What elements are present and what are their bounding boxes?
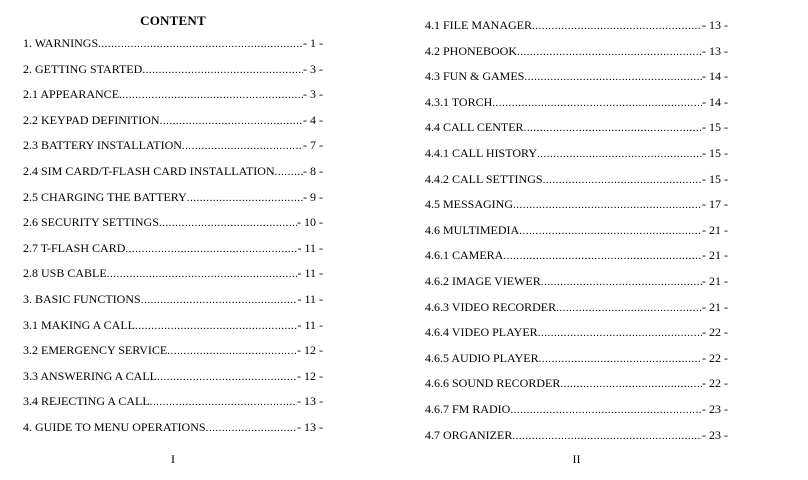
toc-leader-dots [98,35,303,53]
toc-entry-label: 2.6 SECURITY SETTINGS [23,215,159,230]
toc-leader-dots [157,368,297,386]
toc-entry-page: - 8 - [303,163,323,178]
toc-entry[interactable] [425,195,728,221]
toc-leader-dots [543,171,702,189]
toc-entry[interactable] [425,298,728,324]
toc-entry-label: 4.1 FILE MANAGER [425,18,532,32]
toc-entry[interactable] [425,144,728,170]
toc-entry-label: 2.7 T-FLASH CARD [23,240,126,255]
toc-entry-label: 2.1 APPEARANCE [23,87,120,102]
toc-entry[interactable] [23,264,323,290]
toc-entry-page: - 22 - [702,350,728,365]
toc-entry-page: - 17 - [702,197,728,212]
toc-list-left [23,34,323,444]
toc-entry-page: - 13 - [297,419,323,434]
toc-entry-page: - 11 - [297,240,323,255]
toc-entry-page: - 13 - [702,18,728,32]
toc-leader-dots [125,240,297,258]
toc-entry-page: - 15 - [702,145,728,160]
toc-leader-dots [556,299,702,317]
toc-entry-label: 4.3 FUN & GAMES [425,69,525,84]
toc-leader-dots [524,119,702,137]
toc-leader-dots [512,427,702,445]
page-number-right: II [572,452,581,466]
toc-entry-page: - 11 - [297,266,323,281]
toc-entry[interactable] [425,272,728,298]
toc-title: CONTENT [140,13,206,28]
toc-entry[interactable] [23,239,323,265]
toc-leader-dots [524,68,702,86]
toc-leader-dots [519,222,702,240]
toc-entry-page: - 14 - [702,94,728,109]
toc-entry-label: 4.5 MESSAGING [425,197,514,212]
toc-entry-page: - 21 - [702,248,728,263]
toc-entry-label: 4.6.5 AUDIO PLAYER [425,350,539,365]
toc-entry-label: 4.6 MULTIMEDIA [425,222,520,237]
toc-leader-dots [167,342,297,360]
toc-entry-page: - 9 - [303,189,323,204]
toc-entry-page: - 3 - [303,61,323,76]
toc-entry-label: 2.4 SIM CARD/T-FLASH CARD INSTALLATION [23,163,275,178]
toc-entry-label: 4.2 PHONEBOOK [425,43,518,58]
toc-entry[interactable] [425,323,728,349]
toc-page-right [425,0,728,480]
toc-entry-label: 4.4.2 CALL SETTINGS [425,171,543,186]
toc-entry-label: 2.3 BATTERY INSTALLATION [23,138,182,153]
toc-entry[interactable] [23,85,323,111]
toc-entry[interactable] [425,400,728,426]
toc-leader-dots [510,401,702,419]
toc-leader-dots [503,247,702,265]
toc-entry-label: 3.3 ANSWERING A CALL [23,368,158,383]
toc-entry-label: 3.2 EMERGENCY SERVICE [23,343,168,358]
toc-entry-label: 3. BASIC FUNCTIONS [23,291,141,306]
toc-entry-page: - 21 - [702,222,728,237]
toc-leader-dots [560,375,702,393]
toc-entry-label: 4.6.7 FM RADIO [425,401,511,416]
toc-entry[interactable] [425,426,728,452]
toc-entry-page: - 4 - [303,112,323,127]
toc-entry-label: 4. GUIDE TO MENU OPERATIONS [23,419,206,434]
toc-entry[interactable] [23,316,323,342]
toc-leader-dots [135,317,297,335]
toc-entry[interactable] [425,67,728,93]
toc-entry[interactable] [425,246,728,272]
toc-leader-dots [160,112,303,130]
toc-entry-page: - 13 - [297,394,323,409]
toc-entry[interactable] [23,341,323,367]
toc-entry-page: - 12 - [297,343,323,358]
toc-entry-label: 4.6.6 SOUND RECORDER [425,376,561,391]
toc-entry[interactable] [23,392,323,418]
toc-leader-dots [119,86,303,104]
toc-entry[interactable] [425,349,728,375]
toc-entry-page: - 13 - [702,43,728,58]
toc-entry-page: - 14 - [702,69,728,84]
toc-leader-dots [107,265,298,283]
toc-entry-label: 2. GETTING STARTED [23,61,143,76]
toc-entry[interactable] [23,213,323,239]
toc-entry-label: 4.6.4 VIDEO PLAYER [425,325,538,340]
toc-entry[interactable] [425,93,728,119]
toc-entry[interactable] [23,34,323,60]
toc-leader-dots [513,196,702,214]
toc-entry[interactable] [23,290,323,316]
toc-entry[interactable] [425,16,728,42]
toc-entry[interactable] [23,162,323,188]
toc-entry[interactable] [23,60,323,86]
toc-entry[interactable] [425,118,728,144]
toc-leader-dots [141,291,298,309]
toc-leader-dots [206,419,297,437]
toc-entry-label: 4.6.2 IMAGE VIEWER [425,273,541,288]
toc-entry[interactable] [425,42,728,68]
toc-entry[interactable] [23,418,323,444]
toc-leader-dots [150,393,297,411]
toc-entry-label: 1. WARNINGS [23,36,99,50]
toc-entry[interactable] [23,111,323,137]
toc-entry-page: - 1 - [303,36,323,50]
toc-page-left [23,0,323,480]
toc-entry-label: 4.7 ORGANIZER [425,427,513,442]
toc-leader-dots [182,137,303,155]
toc-entry-label: 2.8 USB CABLE [23,266,107,281]
toc-entry[interactable] [425,170,728,196]
toc-entry-page: - 22 - [702,376,728,391]
toc-entry-page: - 22 - [702,325,728,340]
toc-list-right [425,16,728,451]
toc-entry-label: 2.5 CHARGING THE BATTERY [23,189,187,204]
toc-entry-label: 4.6.1 CAMERA [425,248,504,263]
toc-leader-dots [539,350,702,368]
toc-entry-label: 4.3.1 TORCH [425,94,493,109]
toc-entry[interactable] [425,221,728,247]
toc-entry-page: - 23 - [702,401,728,416]
toc-leader-dots [159,214,297,232]
toc-leader-dots [492,94,702,112]
toc-entry-page: - 21 - [702,273,728,288]
toc-entry-label: 3.4 REJECTING A CALL [23,394,150,409]
toc-entry-page: - 10 - [297,215,323,230]
toc-entry-page: - 3 - [303,87,323,102]
toc-leader-dots [187,189,303,207]
toc-entry-label: 4.6.3 VIDEO RECORDER [425,299,557,314]
toc-entry[interactable] [425,374,728,400]
toc-leader-dots [517,43,702,61]
toc-leader-dots [532,17,702,35]
toc-leader-dots [538,324,702,342]
toc-entry[interactable] [23,188,323,214]
toc-entry-page: - 11 - [297,317,323,332]
toc-entry-page: - 12 - [297,368,323,383]
toc-entry-label: 2.2 KEYPAD DEFINITION [23,112,160,127]
toc-entry-label: 4.4.1 CALL HISTORY [425,145,538,160]
toc-entry-label: 3.1 MAKING A CALL [23,317,136,332]
toc-leader-dots [541,273,702,291]
toc-entry-page: - 23 - [702,427,728,442]
toc-leader-dots [275,163,303,181]
toc-entry-page: - 7 - [303,138,323,153]
toc-leader-dots [537,145,702,163]
page-number-left: I [171,452,175,466]
toc-entry-page: - 15 - [702,171,728,186]
toc-entry-page: - 21 - [702,299,728,314]
toc-entry-label: 4.4 CALL CENTER [425,120,524,135]
toc-entry[interactable] [23,367,323,393]
toc-leader-dots [142,61,303,79]
toc-entry-page: - 11 - [297,291,323,306]
toc-entry-page: - 15 - [702,120,728,135]
toc-entry[interactable] [23,136,323,162]
